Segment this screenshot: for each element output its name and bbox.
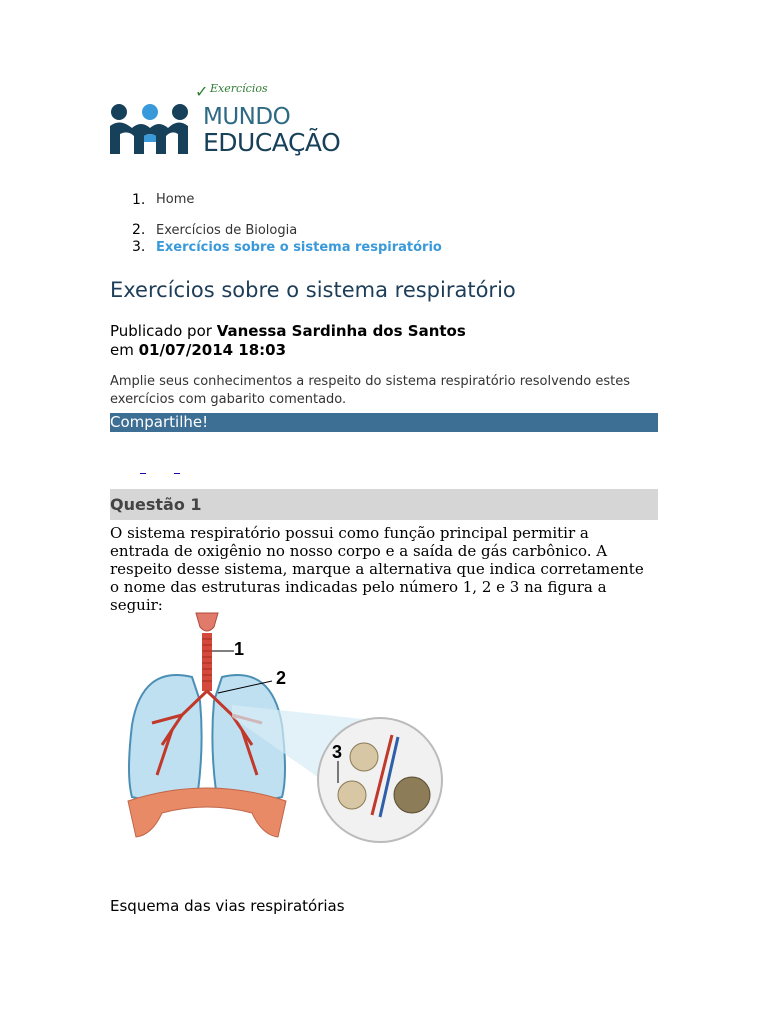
breadcrumb-number: 1.	[132, 192, 146, 208]
question-text: O sistema respiratório possui como função principal permitir a entrada de oxigênio no nosso corpo e a saída de gás carbônico. A respeito desse sistema, marque a alternativa que indica corretamente o nome das estruturas indicadas pelo número 1, 2 e 3 na figura a seguir:	[110, 524, 644, 614]
page-title: Exercícios sobre o sistema respiratório	[110, 278, 516, 302]
share-links	[140, 465, 208, 477]
breadcrumb-label[interactable]: Home	[156, 192, 195, 207]
respiratory-figure	[122, 605, 452, 855]
lead-paragraph: Amplie seus conhecimentos a respeito do sistema respiratório resolvendo estes exercícios com gabarito comentado.	[110, 374, 630, 407]
share-link-1[interactable]	[140, 465, 146, 474]
share-link-2[interactable]	[174, 465, 180, 474]
checkmark-icon: ✓	[195, 82, 209, 101]
logo-line-1: MUNDO	[203, 104, 291, 130]
breadcrumb-item-current[interactable]	[110, 239, 442, 256]
logo-line-2: EDUCAÇÃO	[203, 128, 341, 157]
published-prefix: Publicado por	[110, 322, 212, 340]
author-name[interactable]: Vanessa Sardinha dos Santos	[216, 322, 466, 340]
logo-tagline: Exercícios	[210, 82, 268, 95]
share-bar	[110, 413, 658, 432]
breadcrumb	[110, 190, 442, 256]
lungs-illustration	[122, 605, 452, 855]
breadcrumb-label[interactable]: Exercícios sobre o sistema respiratório	[156, 240, 442, 255]
question-heading-bar	[110, 489, 658, 520]
publish-date: 01/07/2014 18:03	[138, 341, 287, 359]
figure-label-3: 3	[332, 742, 343, 762]
share-label: Compartilhe!	[110, 413, 209, 431]
site-logo[interactable]	[108, 82, 341, 166]
date-prefix: em	[110, 341, 134, 359]
logo-people-icon	[108, 82, 198, 166]
figure-label-2: 2	[276, 668, 287, 688]
question-heading: Questão 1	[110, 495, 202, 514]
breadcrumb-number: 3.	[132, 239, 146, 255]
byline	[110, 322, 466, 360]
figure-caption: Esquema das vias respiratórias	[110, 897, 345, 915]
breadcrumb-label[interactable]: Exercícios de Biologia	[156, 223, 298, 238]
breadcrumb-number: 2.	[132, 222, 146, 238]
figure-label-1: 1	[234, 639, 245, 659]
breadcrumb-item-home[interactable]	[110, 190, 442, 222]
breadcrumb-item-biologia[interactable]	[110, 222, 442, 239]
